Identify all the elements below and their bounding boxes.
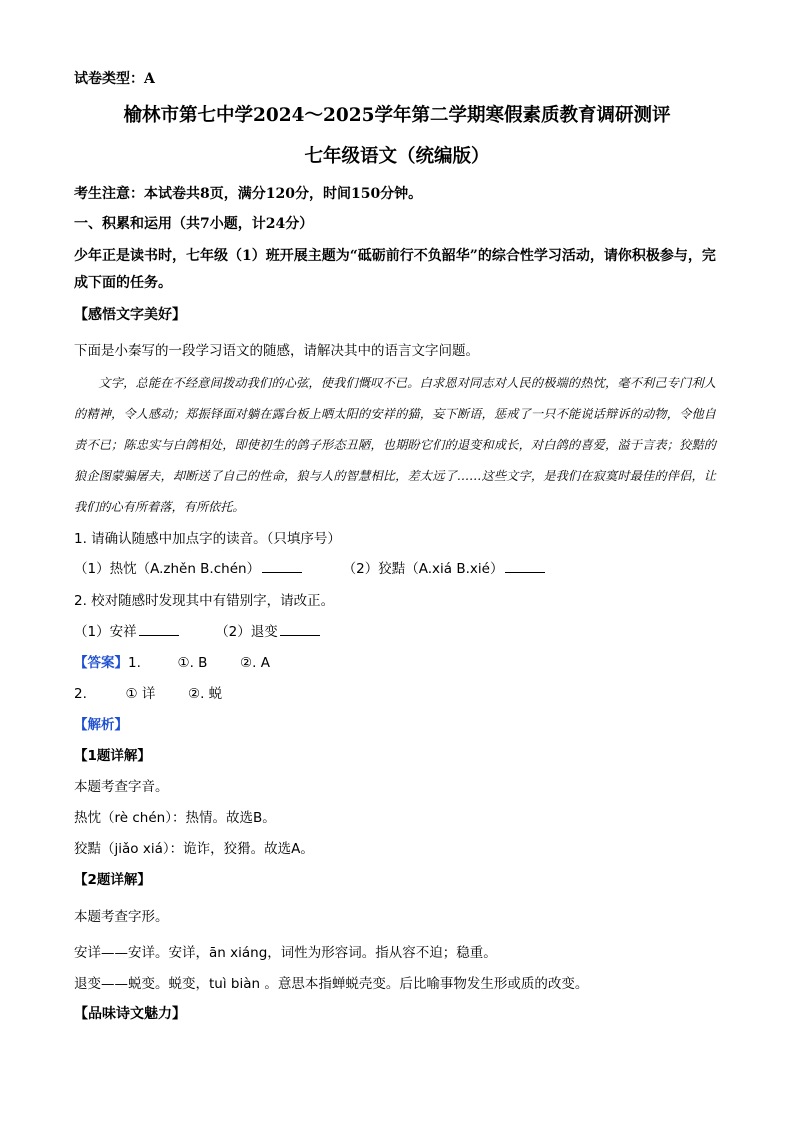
analysis-label: 【解析】 (74, 717, 128, 733)
answer-blank[interactable] (262, 560, 302, 573)
question-2-item-2: （2）退变 (215, 624, 278, 640)
analysis-q2-line-1: 安详——安详。安详，ān xiáng，词性为形容词。指从容不迫；稳重。 (74, 945, 497, 961)
answer-2-number: 2. (74, 686, 87, 702)
answer-line-2 (74, 682, 222, 702)
answer-blank[interactable] (139, 623, 179, 636)
answer-1-number: 1. (128, 655, 141, 671)
exam-notice: 考生注意：本试卷共8页，满分120分，时间150分钟。 (74, 186, 423, 202)
question-1-item-2: （2）狡黠（A.xiá B.xié） (342, 561, 504, 577)
answer-blank[interactable] (505, 560, 545, 573)
section-heading: 一、积累和运用（共7小题，计24分） (74, 216, 314, 232)
answer-2-b: . 蜕 (200, 686, 223, 702)
analysis-q2-heading: 【2题详解】 (74, 872, 151, 888)
section-intro: 少年正是读书时，七年级（1）班开展主题为“砥砺前行不负韶华”的综合性学习活动，请你积极参与，完成下面的任务。 (74, 248, 716, 291)
answer-line-1 (74, 651, 270, 671)
next-part-heading: 【品味诗文魅力】 (74, 1006, 186, 1022)
circled-number-2: ② (240, 655, 253, 671)
answer-label: 【答案】 (74, 655, 128, 671)
passage-lead: 下面是小秦写的一段学习语文的随感，请解决其中的语言文字问题。 (74, 343, 479, 359)
answer-blank[interactable] (280, 623, 320, 636)
answer-1-a: . B (189, 655, 208, 671)
analysis-q1-line-2: 狡黠（jiǎo xiá）：诡诈，狡猾。故选A。 (74, 841, 314, 857)
question-2-items (74, 620, 322, 640)
analysis-q1-line-1: 热忱（rè chén）：热情。故选B。 (74, 810, 276, 826)
part-heading: 【感悟文字美好】 (74, 307, 186, 323)
passage (74, 368, 716, 523)
circled-number-2: ② (187, 686, 201, 702)
question-2-stem: 2. 校对随感时发现其中有错别字，请改正。 (74, 593, 335, 609)
circled-number-1: ① (125, 686, 138, 702)
analysis-q2-lead: 本题考查字形。 (74, 909, 169, 925)
question-1-items (74, 557, 547, 577)
question-1-item-1: （1）热忱（A.zhěn B.chén） (74, 561, 261, 577)
question-1-stem: 1. 请确认随感中加点字的读音。（只填序号） (74, 531, 341, 547)
document-subtitle: 七年级语文（统编版） (304, 146, 490, 167)
question-2-item-1: （1）安祥 (74, 624, 137, 640)
document-title: 榆林市第七中学2024～2025学年第二学期寒假素质教育调研测评 (123, 105, 671, 126)
analysis-q2-line-2: 退变——蜕变。蜕变，tuì biàn 。意思本指蝉蜕壳变。后比喻事物发生形或质的改变。 (74, 976, 589, 992)
exam-type: 试卷类型：A (74, 71, 155, 87)
answer-2-a: 详 (141, 686, 156, 702)
analysis-q1-lead: 本题考查字音。 (74, 779, 169, 795)
analysis-q1-heading: 【1题详解】 (74, 748, 151, 764)
passage-text: 文字，总能在不经意间拨动我们的心弦，使我们慨叹不已。白求恩对同志对人民的极端的热忱，毫不利己专门利人的精神，令人感动；郑振铎面对躺在露台板上晒太阳的安祥的猫，妄下断语，惩戒了一只不能说话辩诉的动物，令他自责不已；陈忠实与白鸽相处，即使初生的鸽子形态丑陋，也期盼它们的退变和成长，对白鸽的喜爱，溢于言表；狡黠的狼企图蒙骗屠夫，却断送了自己的性命，狼与人的智慧相比，差太远了……这些文字，是我们在寂寞时最佳的伴侣，让我们的心有所着落，有所依托。 (74, 376, 716, 514)
answer-1-b: . A (252, 655, 270, 671)
circled-number-1: ① (177, 655, 190, 671)
